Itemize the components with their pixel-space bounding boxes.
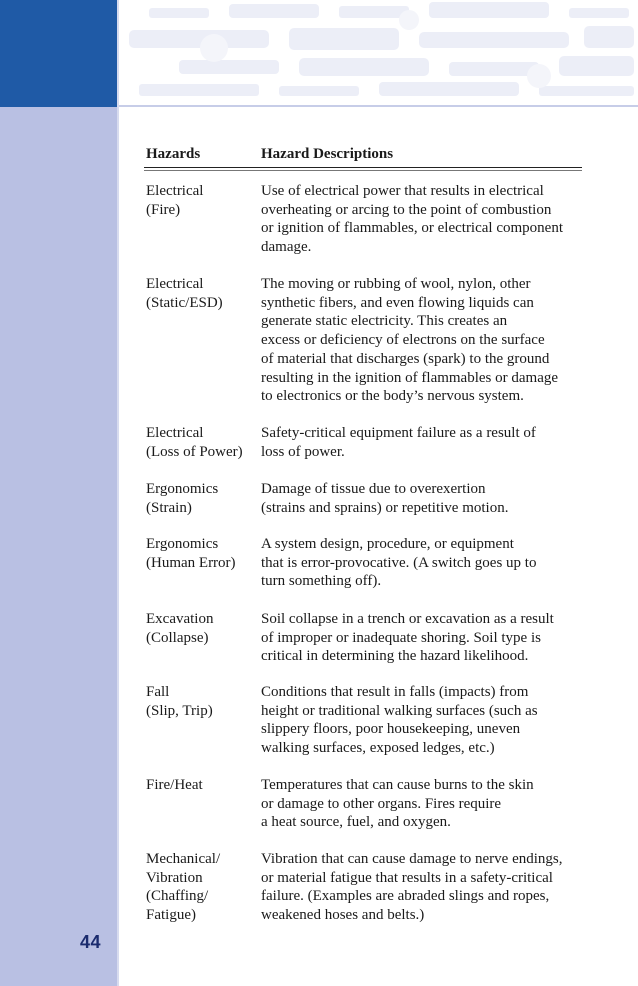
hazard-name: Electrical (Fire) — [146, 183, 204, 218]
header-rule — [119, 105, 638, 107]
hazard-description: Vibration that can cause damage to nerve endings, or material fatigue that results in a safety-critical failure. (Examples are abraded slings and ropes, weakened hoses and belts.) — [261, 851, 563, 924]
hazard-name: Ergonomics (Human Error) — [146, 536, 236, 571]
hazard-name: Mechanical/ Vibration (Chaffing/ Fatigue) — [146, 851, 221, 924]
hazard-name: Electrical (Loss of Power) — [146, 425, 243, 460]
table-header-row — [146, 146, 582, 164]
hazard-name: Ergonomics (Strain) — [146, 481, 219, 516]
hazard-name: Electrical (Static/ESD) — [146, 276, 223, 311]
header-rule-light — [144, 170, 582, 171]
sidebar-divider — [117, 0, 119, 986]
hazard-description: Conditions that result in falls (impacts) from height or traditional walking surfaces (such as slippery floors, poor housekeeping, uneven walking surfaces, exposed ledges, etc.) — [261, 684, 538, 757]
hazard-name: Fire/Heat — [146, 777, 203, 793]
hazard-description: Damage of tissue due to overexertion (strains and sprains) or repetitive motion. — [261, 481, 509, 516]
hazard-description: A system design, procedure, or equipment that is error-provocative. (A switch goes up to turn something off). — [261, 536, 537, 590]
header-hazard-descriptions: Hazard Descriptions — [261, 146, 394, 162]
hazard-description: Safety-critical equipment failure as a result of loss of power. — [261, 425, 536, 460]
hazard-name: Fall (Slip, Trip) — [146, 684, 213, 719]
header-hazards: Hazards — [146, 146, 201, 162]
header-watermark-graphic — [119, 0, 638, 107]
hazard-description: The moving or rubbing of wool, nylon, other synthetic fibers, and even flowing liquids can generate static electricity. This creates an excess or deficiency of electrons on the surface of material that discharges (spark) to the ground resulting in the ignition of flammables or damage to electronics or the body’s nervous system. — [261, 276, 559, 405]
hazard-description: Use of electrical power that results in electrical overheating or arcing to the point of combustion or ignition of flammables, or electrical component damage. — [261, 183, 563, 256]
hazard-description: Soil collapse in a trench or excavation as a result of improper or inadequate shoring. Soil type is critical in determining the hazard likelihood. — [261, 611, 554, 665]
header-decorative-band — [119, 0, 638, 107]
hazard-description: Temperatures that can cause burns to the skin or damage to other organs. Fires require a heat source, fuel, and oxygen. — [261, 777, 534, 831]
hazard-name: Excavation (Collapse) — [146, 611, 214, 646]
page-sidebar — [0, 0, 117, 986]
page-number: 44 — [80, 932, 102, 952]
header-rule-dark — [144, 167, 582, 168]
sidebar-top-block — [0, 0, 117, 107]
